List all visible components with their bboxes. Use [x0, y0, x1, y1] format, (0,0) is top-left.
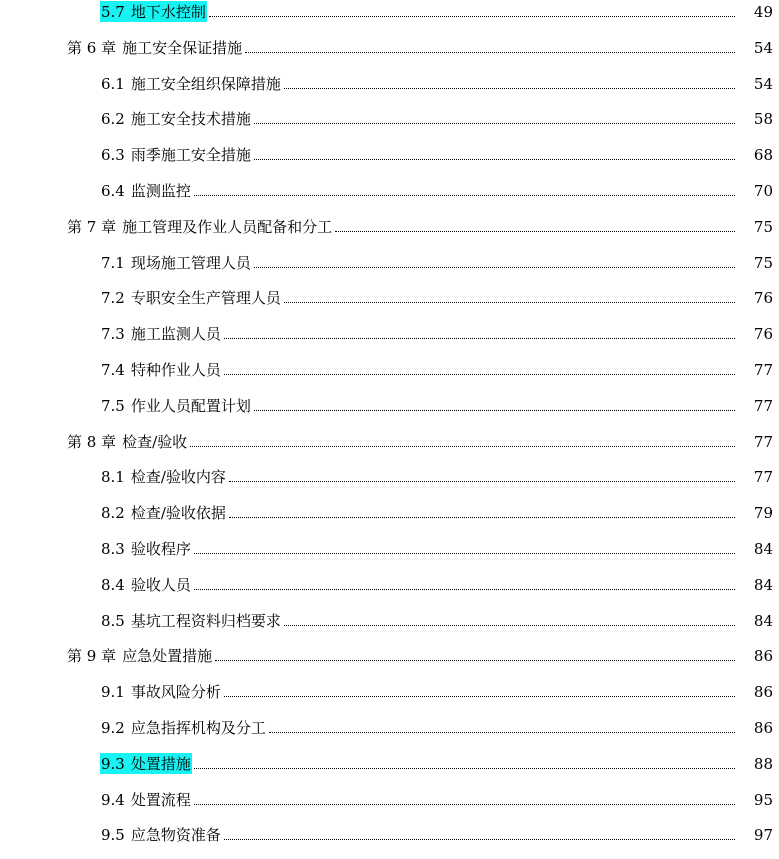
toc-entry: [100, 533, 773, 559]
toc-section-row[interactable]: [0, 318, 779, 344]
toc-section-row[interactable]: [0, 139, 779, 165]
toc-section-row[interactable]: [0, 282, 779, 308]
toc-page-number: 54: [753, 38, 773, 57]
toc-entry: [100, 318, 773, 344]
toc-entry-title: [100, 73, 282, 94]
dot-leader: [254, 122, 735, 124]
dot-leader: [190, 445, 735, 447]
dot-leader: [284, 301, 735, 303]
toc-entry-number: 8.4: [101, 575, 125, 594]
toc-section-row[interactable]: [0, 0, 779, 22]
toc-entry-number: 6.2: [101, 110, 125, 129]
toc-entry-title: [100, 502, 227, 523]
toc-entry-text: 应急指挥机构及分工: [130, 719, 266, 737]
toc-page-number: 88: [753, 754, 773, 773]
toc-entry: [100, 497, 773, 523]
dot-leader: [269, 731, 735, 733]
toc-section-row[interactable]: [0, 103, 779, 129]
toc-entry-text: 特种作业人员: [130, 361, 221, 379]
toc-page-number: 86: [753, 683, 773, 702]
toc-chapter-row[interactable]: [0, 211, 779, 237]
toc-page-number: 58: [753, 110, 773, 129]
toc-entry-number: 6.4: [101, 182, 125, 200]
toc-page-number: 77: [753, 468, 773, 487]
dot-leader: [254, 409, 735, 411]
toc-entry-title: [100, 395, 252, 416]
toc-page-number: 75: [753, 217, 773, 236]
dot-leader: [224, 373, 735, 375]
toc-entry-number: 7.4: [101, 361, 125, 379]
toc-entry-text: 施工安全组织保障措施: [130, 74, 281, 93]
toc-section-row[interactable]: [0, 68, 779, 94]
toc-entry-text: 作业人员配置计划: [130, 396, 251, 415]
toc-entry: [100, 68, 773, 94]
toc-entry-title: [66, 645, 213, 666]
toc-entry-title: [100, 466, 227, 487]
dot-leader: [224, 337, 735, 339]
toc-entry-title: [100, 144, 252, 165]
toc-page-number: 77: [753, 432, 773, 451]
dot-leader: [194, 803, 735, 805]
toc-entry-number: 9.2: [101, 719, 125, 737]
toc-entry-number: 9.5: [101, 826, 125, 845]
toc-entry-title: [100, 824, 222, 845]
dot-leader: [254, 266, 735, 268]
toc-entry: [100, 784, 773, 810]
toc-entry-text: 应急处置措施: [122, 647, 213, 666]
toc-entry: [100, 282, 773, 308]
toc-entry-number: 8.5: [101, 611, 125, 630]
toc-entry-number: 7.2: [101, 289, 125, 308]
dot-leader: [194, 588, 735, 590]
dot-leader: [209, 15, 735, 17]
toc-entry-title: [66, 431, 188, 452]
toc-entry-number: 7.3: [101, 325, 125, 344]
toc-entry-number: 8.2: [101, 504, 125, 523]
toc-entry: [100, 139, 773, 165]
toc-entry-number: 6.1: [101, 74, 125, 93]
toc-entry-text: 施工安全技术措施: [130, 110, 251, 129]
toc-section-row[interactable]: [0, 175, 779, 201]
toc-entry-text: 处置措施: [130, 754, 191, 773]
toc-page-number: 95: [753, 790, 773, 809]
toc-section-row[interactable]: [0, 676, 779, 702]
toc-entry-number: 第 7 章: [67, 217, 117, 236]
toc-entry-number: 6.3: [101, 146, 125, 165]
toc-entry-text: 基坑工程资料归档要求: [130, 611, 281, 630]
toc-entry-number: 7.5: [101, 396, 125, 415]
toc-page-number: 75: [753, 253, 773, 272]
toc-section-row[interactable]: [0, 712, 779, 738]
toc-entry: [100, 354, 773, 380]
toc-entry: [100, 0, 773, 22]
toc-entry: [100, 676, 773, 702]
toc-section-row[interactable]: [0, 461, 779, 487]
toc-entry-number: 9.3: [101, 754, 125, 773]
toc-entry-text: 检查/验收依据: [130, 504, 226, 523]
toc-page-number: 68: [753, 146, 773, 165]
toc-entry: [100, 712, 773, 738]
toc-section-row[interactable]: [0, 819, 779, 845]
dot-leader: [229, 480, 735, 482]
toc-entry-text: 施工安全保证措施: [122, 38, 243, 57]
dot-leader: [229, 516, 735, 518]
toc-entry-text: 施工管理及作业人员配备和分工: [122, 217, 333, 236]
toc-chapter-row[interactable]: [0, 32, 779, 58]
toc-entry: [100, 461, 773, 487]
toc-entry-title: [100, 252, 252, 273]
toc-entry: [100, 569, 773, 595]
toc-entry-title: [100, 789, 192, 810]
toc-entry-number: 9.4: [101, 790, 125, 809]
toc-entry: [66, 426, 773, 452]
dot-leader: [284, 624, 735, 626]
toc-page-number: 77: [753, 396, 773, 415]
toc-page-number: 79: [753, 504, 773, 523]
dot-leader: [215, 659, 735, 661]
toc-chapter-row[interactable]: [0, 640, 779, 666]
toc-section-row[interactable]: [0, 784, 779, 810]
toc-section-row[interactable]: [0, 390, 779, 416]
toc-entry-title: [66, 37, 243, 58]
toc-entry-title: [100, 323, 222, 344]
dot-leader: [224, 838, 735, 840]
toc-page-number: 70: [753, 182, 773, 200]
toc-entry-text: 检查/验收内容: [130, 468, 226, 487]
toc-entry-text: 雨季施工安全措施: [130, 146, 251, 165]
toc-entry: [100, 819, 773, 845]
toc-entry-text: 现场施工管理人员: [130, 253, 251, 272]
dot-leader: [284, 87, 735, 89]
toc-entry-title: [100, 717, 267, 738]
toc-entry-number: 7.1: [101, 253, 125, 272]
toc-section-row[interactable]: [0, 748, 779, 774]
toc-entry-title: [100, 359, 222, 380]
toc-entry-title: [100, 610, 282, 631]
dot-leader: [335, 230, 735, 232]
toc-entry-title: [100, 287, 282, 308]
toc-page-number: 49: [753, 3, 773, 21]
toc-entry: [66, 640, 773, 666]
toc-entry: [100, 103, 773, 129]
toc-page-number: 76: [753, 289, 773, 308]
toc-entry-text: 专职安全生产管理人员: [130, 289, 281, 308]
dot-leader: [194, 194, 735, 196]
dot-leader: [254, 158, 735, 160]
toc-entry: [100, 390, 773, 416]
toc-entry-title: [100, 538, 192, 559]
toc-entry-number: 9.1: [101, 683, 125, 702]
toc-page-number: 54: [753, 74, 773, 93]
toc-entry-text: 验收程序: [130, 540, 191, 558]
toc-entry-title: [100, 681, 222, 702]
toc-entry-title: [100, 108, 252, 129]
toc-entry: [100, 175, 773, 201]
toc-entry: [100, 247, 773, 273]
toc-page-number: 97: [753, 826, 773, 845]
toc-entry-title: [100, 180, 192, 201]
dot-leader: [194, 552, 735, 554]
toc-entry-number: 第 9 章: [67, 647, 117, 666]
toc-page-number: 86: [753, 647, 773, 666]
toc-entry-text: 施工监测人员: [130, 325, 221, 344]
dot-leader: [194, 767, 735, 769]
toc-page-number: 86: [753, 719, 773, 737]
toc-entry: [66, 32, 773, 58]
dot-leader: [245, 51, 735, 53]
toc-page-number: 84: [753, 575, 773, 594]
toc-entry-text: 验收人员: [130, 575, 191, 594]
toc-page-number: 77: [753, 361, 773, 379]
toc-entry-text: 监测监控: [130, 182, 191, 200]
toc-page-number: 84: [753, 540, 773, 558]
toc-entry-title-highlighted: [100, 753, 192, 774]
toc-entry-title: [66, 216, 333, 237]
toc-chapter-row[interactable]: [0, 426, 779, 452]
toc-entry-text: 地下水控制: [130, 3, 206, 21]
toc-entry: [100, 605, 773, 631]
toc-entry-number: 5.7: [101, 3, 125, 21]
toc-entry-number: 8.3: [101, 540, 125, 558]
toc-entry-title: [100, 574, 192, 595]
toc-page-number: 76: [753, 325, 773, 344]
toc-entry-text: 处置流程: [130, 790, 191, 809]
toc-section-row[interactable]: [0, 497, 779, 523]
toc-page-number: 84: [753, 611, 773, 630]
toc-entry-title-highlighted: [100, 1, 207, 22]
toc-section-row[interactable]: [0, 533, 779, 559]
toc-entry-text: 应急物资准备: [130, 826, 221, 845]
toc-entry: [66, 211, 773, 237]
dot-leader: [224, 695, 735, 697]
toc-entry-number: 第 6 章: [67, 38, 117, 57]
toc-entry: [100, 748, 773, 774]
toc-section-row[interactable]: [0, 247, 779, 273]
toc-section-row[interactable]: [0, 569, 779, 595]
toc-entry-number: 第 8 章: [67, 432, 117, 451]
toc-entry-number: 8.1: [101, 468, 125, 487]
toc-section-row[interactable]: [0, 354, 779, 380]
toc-entry-text: 事故风险分析: [130, 683, 221, 702]
toc-section-row[interactable]: [0, 605, 779, 631]
toc-entry-text: 检查/验收: [122, 432, 188, 451]
